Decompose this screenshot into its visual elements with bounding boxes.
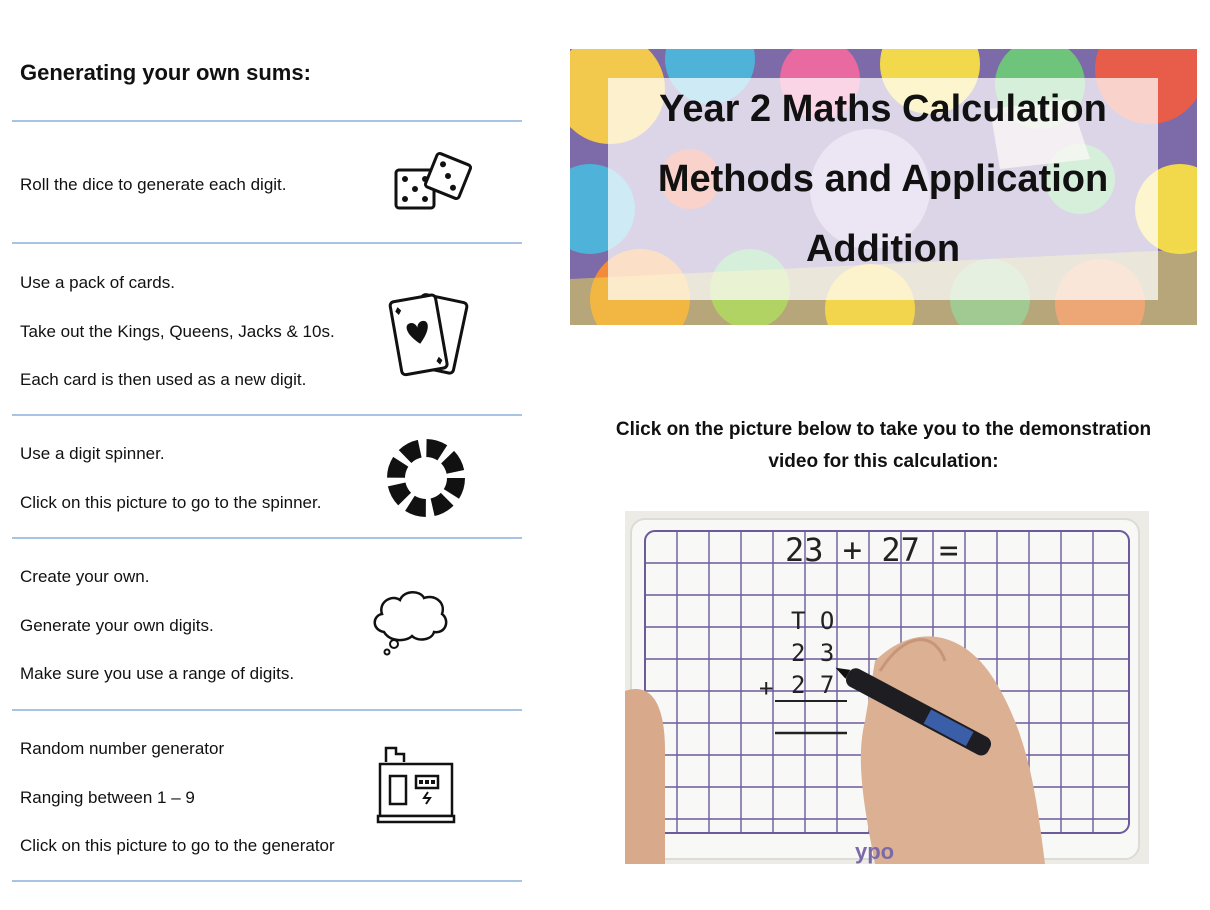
create-instruction-2: Generate your own digits. xyxy=(20,616,214,635)
board-equation: 23 + 27 = xyxy=(785,531,959,569)
divider xyxy=(12,537,522,539)
left-title: Generating your own sums: xyxy=(20,60,311,85)
create-instruction-3: Make sure you use a range of digits. xyxy=(20,664,295,683)
spinner-icon[interactable] xyxy=(385,437,467,519)
generator-instruction-2: Ranging between 1 – 9 xyxy=(20,788,195,807)
spinner-instruction-2: Click on this picture to go to the spinner. xyxy=(20,493,322,512)
cards-instruction-3: Each card is then used as a new digit. xyxy=(20,370,307,389)
demonstration-video-thumbnail[interactable] xyxy=(625,511,1149,864)
divider xyxy=(12,880,522,882)
cards-instruction-2: Take out the Kings, Queens, Jacks & 10s. xyxy=(20,322,335,341)
video-caption-line-1: Click on the picture below to take you to the demonstration xyxy=(615,419,1152,440)
cards-instruction-1: Use a pack of cards. xyxy=(20,273,175,292)
divider xyxy=(12,120,522,122)
board-plus-sign: + xyxy=(759,674,774,702)
divider xyxy=(12,414,522,416)
spinner-instruction-1: Use a digit spinner. xyxy=(20,444,165,463)
banner-title-line-2: Methods and Application xyxy=(657,158,1109,200)
board-brand-logo: ypo xyxy=(855,839,895,864)
generator-instruction-3: Click on this picture to go to the generator xyxy=(20,836,335,855)
board-column-headers: T O xyxy=(791,607,835,635)
create-instruction-1: Create your own. xyxy=(20,567,150,586)
generator-instruction-1: Random number generator xyxy=(20,739,225,758)
board-bottom-number: 2 7 xyxy=(791,671,835,699)
divider xyxy=(12,242,522,244)
banner-title-line-1: Year 2 Maths Calculation xyxy=(659,88,1107,130)
board-top-number: 2 3 xyxy=(791,639,835,667)
video-caption-line-2: video for this calculation: xyxy=(768,451,999,472)
playing-cards-icon xyxy=(386,292,470,382)
dice-icon xyxy=(392,148,472,214)
generator-icon[interactable] xyxy=(374,744,456,826)
thought-bubble-icon xyxy=(370,586,450,658)
divider xyxy=(12,709,522,711)
dice-instruction: Roll the dice to generate each digit. xyxy=(20,175,287,194)
banner-title-line-3: Addition xyxy=(805,228,961,270)
